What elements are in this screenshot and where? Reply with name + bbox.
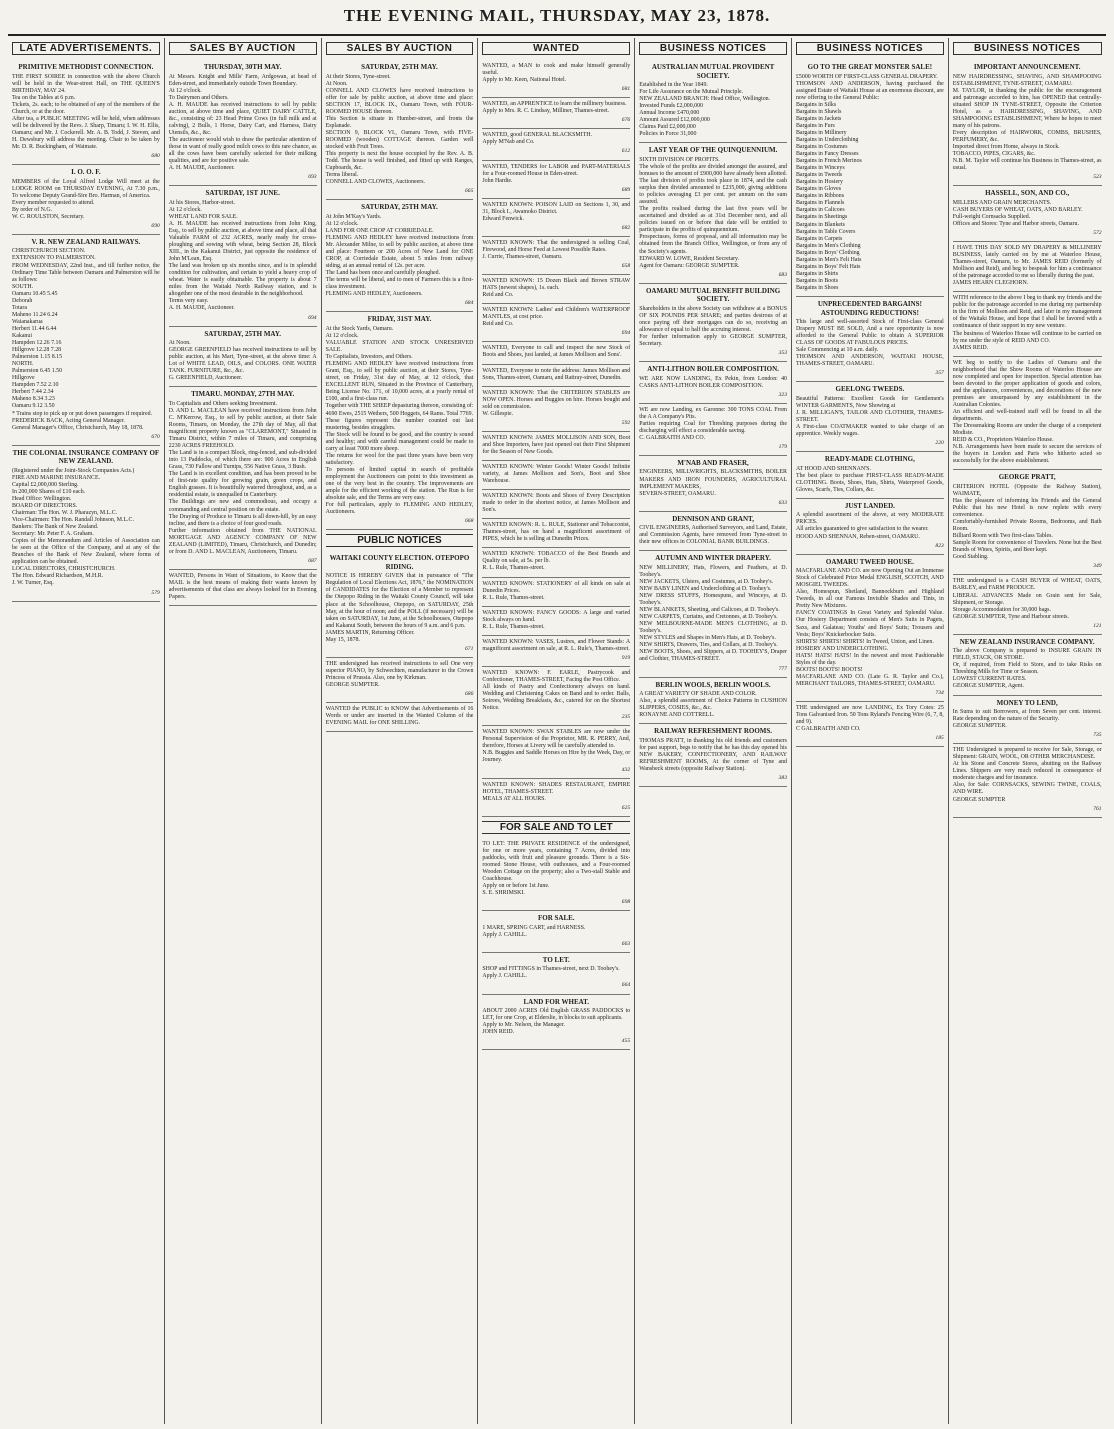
column-heading: BUSINESS NOTICES <box>796 42 944 55</box>
advertisement <box>169 387 317 570</box>
advertisement <box>639 60 787 143</box>
ad-body: WANTED, Everyone to note the address: James Mollison and Sons, Thames-street, Oamaru, and Rattray-street, Dunedin. <box>482 367 631 381</box>
ad-body: 1 MARE, SPRING CART, and HARNESS. Apply J. CAHILL. <box>482 924 586 938</box>
ad-body: (Registered under the Joint-Stock Companies Acts.) FIRE AND MARINE INSURANCE. Capital £2,000,000 Sterling. In 200,000 Shares of £10 each. Head Office: Wellington. BOARD OF DIRECTORS. Chairman: The Hon. W. J. Pharazyn, M.L.C. Vice-Chairmen: The Hon. Randall Johnson, M.L.C. Bankers: The Bank of New Zealand. Secretary: Mr. Peter F. A. Graham. Copies of the Memorandum and Articles of Association can be seen at the Office of the Company, and at any of the Branches of the Bank of New Zealand, where forms of application can be obtained. LOCAL DIRECTORS, CHRISTCHURCH. The Hon. Edward Richardson, M.H.R. J. W. Turner, Esq. <box>12 467 160 587</box>
ad-body: MACFARLANE AND CO. are now Opening Out an Immense Stock of Celebrated Prize Medal ENGLISH, SCOTCH, AND MOSGIEL TWEEDS. Also, Homespun, Shetland, Bannockburn and Highland Tweeds, in all our Famous Invisible Shades and Tints, in Pretty New Mixtures. FANCY COATINGS In Great Variety and Splendid Value. Our Hosiery Department consists of Men's Suits in Pagets, Saxs, and Galateas; Youths' and Boys' Suits; Trousers and Vests; Boys' Knickerbocker Suits. SHIRTS! SHIRTS! SHIRTS! In Tweed, Union, and Linen. HOSIERY AND UNDERCLOTHING. HATS! HATS! HATS! In the newest and most Fashionable Styles of the day. BOOTS! BOOTS! BOOTS! MACFARLANE AND CO. (Late G. R. Taylor and Co.), MERCHANT TAILORS, THAMES-STREET, OAMARU. <box>795 568 944 687</box>
ad-title: SATURDAY, 1ST JUNE. <box>205 189 280 198</box>
advertisement <box>482 129 630 160</box>
advertisement <box>796 555 944 702</box>
ad-body: A splendid assortment of the above, at very MODERATE PRICES. All articles guaranteed to give satisfaction to the wearer. HOOD AND SHENNAN, Reben-street, OAMARU. <box>795 512 944 540</box>
ad-number: 683 <box>778 271 787 278</box>
ad-body: THE undersigned is a CASH BUYER of WHEAT, OATS, BARLEY, and FARM PRODUCE. LIBERAL ADVANCES Made on Grain sent for Sale, Shipment, or Storage. Storage Accommodation for 30,000 bags. GEORGE SUMPTER, Tyne and Harbour streets. <box>952 578 1102 620</box>
advertisement <box>953 60 1102 186</box>
advertisement <box>639 456 787 512</box>
ad-body: THE undersigned has received instructions to sell One very superior PIANO, by Schwechten, manufacturer to the Crown Princess of Prussia. Also, one by Kirkman. GEORGE SUMPTER. <box>325 660 474 688</box>
advertisement <box>639 404 787 456</box>
ad-body: At his Stores, Harbor-street. At 12 o'clock. WHEAT LAND FOR SALE. A. H. MAUDE has received instructions from John King, Esq., to sell by public auction, at above time and place, all that Valuable FARM of 232 ACRES, nearly ready for cross-ploughing and sowing with wheat, being Section 28, Block XIII., in the Kakanui District, just opposite the residence of John M'Lean, Esq. The land was broken up six months since, and is in splendid condition for cultivation, and certain to yield a heavy crop of wheat. Water is easily obtainable. The property is about 7 miles from the Waitaki North Railway station, and is altogether one of the most desirable in the neighborhood. Terms very easy. A. H. MAUDE, Auctioneer. <box>168 199 317 312</box>
ad-number: 698 <box>621 899 631 906</box>
ad-title: DENNISON AND GRANT, <box>672 514 754 523</box>
section-heading: FOR SALE AND TO LET <box>482 821 630 834</box>
advertisement <box>326 60 474 200</box>
ad-body: CRITERION HOTEL (Opposite the Railway Station), WAIMATE, Has the pleasure of informing his Friends and the General Public that his new Hotel is now replete with every convenience. Comfortably-furnished Private Rooms, Bedrooms, and Bath Room. Billiard Room with Two first-class Tables. Sample Room for convenience of Travelers. None but the Best Brands of Wines, Spirits, and Beer kept. Good Stabling. <box>952 483 1102 561</box>
ad-number: 612 <box>621 148 631 155</box>
advertisement <box>639 143 787 283</box>
advertisement <box>482 838 630 911</box>
ad-body: WANTED, an APPRENTICE to learn the millinery business. Apply to Mrs. R. C. Lindsay, Milliner, Thames-street. <box>482 101 627 115</box>
advertisement <box>482 275 630 304</box>
ad-title: WAITAKI COUNTY ELECTION. OTEPOPO RIDING. <box>329 554 470 571</box>
ad-number: 664 <box>621 982 631 989</box>
ad-number: 682 <box>621 224 631 231</box>
advertisement <box>953 575 1102 634</box>
ad-title: LAND FOR WHEAT. <box>523 997 590 1006</box>
ad-body: In Sums to suit Borrowers, at from Seven per cent. interest. Rate depending on the nature of the Security. GEORGE SUMPTER. <box>952 709 1102 730</box>
advertisement <box>326 703 474 732</box>
ad-number: 455 <box>621 1038 631 1045</box>
advertisement <box>482 548 630 577</box>
advertisement <box>953 635 1102 696</box>
ad-title: PRIMITIVE METHODIST CONNECTION. <box>18 63 154 72</box>
ad-body: THE undersigned are now LANDING, Ex Tory Cotes: 25 Tons Galvanised Iron. 50 Tons Ryland's Fencing Wire (6, 7, 8, and 9). C GALBRAITH AND CO. <box>795 704 944 733</box>
ad-body: At Messrs. Knight and Mills' Farm, Ardgowan, at head of Eden-street, and immediately outside Town Boundary. At 12 o'clock. To Dairymen and Others. A. H. MAUDE has received instructions to sell by public auction, at above time and place, QUIET DAIRY CATTLE, &c., consisting of: 23 Head Prime Cows (in full milk and at calving), 2 Bulls, 1 Horse, Dairy Cart, and Harness, Dairy Utensils, &c., &c. The auctioneer would wish to draw the particular attention of those in want of really good milch cows to this rare chance, as all the cows have been carefully selected for their milking qualities, and are for positive sale. A. H. MAUDE, Auctioneer. <box>168 73 317 172</box>
ad-number: 353 <box>778 350 787 356</box>
ad-body: MILLERS AND GRAIN MERCHANTS. CASH BUYERS OF WHEAT, OATS, AND BARLEY. Full-weight Cornsacks Supplied. Offices and Stores: Tyne and Harbor streets, Oamaru. <box>952 199 1083 227</box>
ad-number: 432 <box>621 766 631 773</box>
ad-number: 690 <box>151 222 160 229</box>
ad-title: THURSDAY, 30TH MAY. <box>203 63 282 72</box>
ad-body: WANTED KNOWN: F. EARLE, Pastrycook and Confectioner, THAMES-STREET, Facing the Post Office. All kinds of Pastry and Confectionery always on hand. Wedding and Christening Cakes on Band and to order. Balls, Soirees, Wedding Breakfasts, &c., catered for on the Shortest Notice. <box>482 669 631 712</box>
ad-body: WANTED KNOWN: JAMES MOLLISON AND SON, Boot and Shoe Importers, have just opened out their First Shipment for the Season of New Goods. <box>482 434 631 455</box>
ad-number: 185 <box>935 735 944 742</box>
ad-number: 681 <box>621 86 631 93</box>
masthead: THE EVENING MAIL, THURSDAY, MAY 23, 1878. <box>343 6 771 25</box>
ad-body: AT HOOD AND SHENNAN'S. The best place to purchase FIRST-CLASS READY-MADE CLOTHING. Boots, Shoes, Hats, Shirts, Waterproof Goods, Gloves, Scarfs, Ties, Collars, &c. <box>795 465 944 493</box>
advertisement <box>169 327 317 388</box>
advertisement <box>639 512 787 552</box>
ad-body: WANTED KNOWN: 15 Dozen Black and Brown STRAW HATS (newest shapes), 1s. each. Reid and Co. <box>482 278 631 299</box>
ad-body: NEW MILLINERY, Hats, Flowers, and Feathers, at D. Toohey's. NEW JACKETS, Ulsters, and Costumes, at D. Toohey's. NEW BABY LINEN and Underclothing at D. Toohey's. NEW DRESS STUFFS, Homespuns, and Winceys, at D. Toohey's. NEW BLANKETS, Sheeting, and Calicoes, at D. Toohey's. NEW CARPETS, Curtains, and Cretonnes, at D. Toohey's. NEW MELBOURNE-MADE MEN'S CLOTHING, at D. Toohey's. NEW STYLES and Shapes in Men's Hats, at D. Toohey's. NEW SHIRTS, Drawers, Ties, and Collars, at D. Toohey's. NEW BOOTS, Shoes, and Slippers, at D. TOOHEY'S, Draper and Clothier, THAMES-STREET. <box>639 564 787 663</box>
advertisement <box>796 297 944 382</box>
ad-number: 761 <box>1093 805 1102 812</box>
advertisement <box>796 499 944 555</box>
ad-number: 694 <box>308 314 317 321</box>
ad-body: NOTICE IS HEREBY GIVEN that in pursuance of "The Regulation of Local Elections Act, 1876," the NOMINATION of CANDIDATES for the Election of a Member to represent the Otepopo Riding in the Waitaki County Council, will take place at the Schoolhouse, Otepopo, on SATURDAY, 25th May, at the hour of noon; and the POLL (if necessary) will be taken on SATURDAY, 1st June, at the Schoolhouses, Otepopo and Kakanui South, between the hours of 9 a.m. and 6 p.m. JAMES MARTIN, Returning Officer. May 15, 1878. <box>325 573 474 643</box>
column-7 <box>949 38 1106 1424</box>
ad-number: 665 <box>465 188 474 195</box>
ad-body: ENGINEERS, MILLWRIGHTS, BLACKSMITHS, BOILER MAKERS AND IRON FOUNDERS, AGRICULTURAL IMPLEMENT MAKERS, SEVERN-STREET, OAMARU. <box>639 469 787 497</box>
ad-body: WANTED KNOWN: Boots and Shoes of Every Description made to order in the shortest notice, at James Mollison and Son's. <box>482 493 631 514</box>
ad-number: 625 <box>621 804 631 811</box>
ad-body: THE FIRST SOIREE in connection with the above Church will be held in the Wear-street Hall, on THE QUEEN'S BIRTHDAY, MAY 24. Tea on the Tables at 6 p.m. Tickets, 2s. each; to be obtained of any of the members of the Church, or at the door. After tea, a PUBLIC MEETING will be held, when addresses will be delivered by the Revs. J. Sharp, Timaru; I. W. H. Ellis, Oamaru; and Mr. J. Cockerell. Mr. A. B. Todd, J. Steven, and H. Dewsbury will address the meeting. Chair to be taken by Mr. D. R. Buckingham, of Waimate. <box>12 73 160 151</box>
advertisement <box>169 186 317 326</box>
ad-number: 689 <box>621 186 631 193</box>
advertisement <box>482 911 630 953</box>
ad-title: I. O. O. F. <box>71 168 101 177</box>
advertisement <box>796 382 944 452</box>
ad-body: MEMBERS of the Loyal Alfred Lodge Will meet at the LODGE ROOM on THURSDAY EVENING, At 7.30 p.m., To welcome Deputy Grand-Sire Bro. Harman, of America. Every member requested to attend. By order of N.G. W. C. ROULSTON, Secretary. <box>12 178 160 220</box>
ad-body: WANTED KNOWN: SWAN STABLES are now under the Personal Supervision of the Proprietor, MR. R. PERRY, And, therefore, Horses at Livery will be carefully attended to. N.B. Buggies and Saddle Horses on Hire by the Week, Day, or Journey. <box>482 729 631 764</box>
ad-body: WANTED, a MAN to cook and make himself generally useful. Apply to Mr. Keen, National Hotel. <box>482 63 631 84</box>
advertisement <box>953 292 1102 356</box>
ad-body: ABOUT 2000 ACRES Old English GRASS PADDOCKS to LET, for one Crop, at Elderslie, in blocks to suit applicants. Apply to Mr. Nelson, the Manager. JOHN REID. <box>482 1008 631 1036</box>
ad-body: WE are now Landing, ex Garonne: 300 TONS COAL From the A A Company's Pits. Parties requiring Coal for Threshing purposes during the discharging will effect a considerable saving. C. GALBRAITH AND CO. <box>639 406 787 441</box>
advertisement <box>482 607 630 636</box>
column-heading: LATE ADVERTISEMENTS. <box>12 42 160 55</box>
advertisement <box>326 658 474 703</box>
ad-title: TO LET. <box>542 955 570 964</box>
advertisement <box>953 696 1102 745</box>
ad-body: WANTED KNOWN: Winter Goods! Winter Goods! Infinite variety, at James Mollison and Son's, Boot and Shoe Warehouse. <box>482 463 631 485</box>
ad-title: JUST LANDED. <box>844 501 895 510</box>
ad-body: SHOP and FITTINGS in Thames-street, next D. Toohey's. Apply J. CAHILL. <box>482 966 620 980</box>
ad-number: 357 <box>935 370 944 377</box>
advertisement <box>639 724 787 787</box>
column-2 <box>165 38 322 1424</box>
column-3 <box>322 38 479 1424</box>
advertisement <box>796 60 944 297</box>
advertisement <box>482 98 630 129</box>
ad-body: THE Undersigned is prepared to receive for Sale, Storage, or Shipment: GRAIN, WOOL, OR OTHER MERCHANDISE. At his Stone and Concrete Stores, abutting on the Railway Lines. Shippers are very much reduced in consequence of moderate charges and for insurance. Also, for Sale: CORNSACKS, SEWING TWINE, COALS, AND WIRE. GEORGE SUMPTER <box>952 747 1102 803</box>
ad-number: 579 <box>151 589 160 596</box>
advertisement <box>482 779 630 817</box>
masthead-rule <box>8 34 1106 36</box>
ad-number: 919 <box>621 654 631 661</box>
ad-body: WE ARE NOW LANDING, Ex Pekin, from London: 40 CASKS ANTI-LITHON BOILER COMPOSITION. <box>639 375 787 389</box>
advertisement <box>482 519 630 548</box>
advertisement <box>169 60 317 186</box>
column-heading: BUSINESS NOTICES <box>953 42 1102 55</box>
ad-body: WANTED, Everyone to call and inspect the new Stock of Boots and Shoes, just landed, at James Mollison and Sons'. <box>482 345 631 359</box>
ad-title: READY-MADE CLOTHING, <box>824 455 915 464</box>
advertisement <box>639 362 787 404</box>
ad-number: 658 <box>621 263 631 270</box>
ad-body: WANTED KNOWN: STATIONERY of all kinds on sale at Dunedin Prices. R. L. Rule, Thames-street. <box>482 580 631 601</box>
ad-body: WANTED the PUBLIC to KNOW that Advertisements of 16 Words or under are inserted in the Wanted Column of the EVENING MAIL for ONE SHILLING. <box>325 706 474 727</box>
ad-title: LAST YEAR OF THE QUINQUENNIUM. <box>648 146 778 155</box>
advertisement <box>482 304 630 342</box>
advertisement <box>12 60 160 165</box>
ad-title: SATURDAY, 25TH MAY. <box>204 329 282 338</box>
ad-body: THOMAS PRATT, in thanking his old friends and customers for past support, begs to notify that he has this day opened his NEW BAKERY, CONFECTIONERY, AND RAILWAY REFRESHMENT ROOMS, At the corner of Tyne and Wansbeck streets (opposite Railway Station). <box>639 737 787 772</box>
advertisement <box>326 200 474 312</box>
ad-body: Beautiful Patterns: Excellent Goods for Gentlemen's WINTER GARMENTS, Now Showing at J. R. MILLIGAN'S, TAILOR AND CLOTHIER, THAMES-STREET. A First-class COATMAKER wanted to take charge of an apprentice. Weekly wages. <box>795 395 944 438</box>
column-4 <box>478 38 635 1424</box>
ad-number: 349 <box>1093 563 1102 570</box>
ad-body: TO LET: THE PRIVATE RESIDENCE of the undersigned, for one or more years, containing 7 Acres, divided into paddocks, with fruit and pleasure grounds. There is a Six-roomed Stone House, with outhouses, and a Four-roomed Wooden Cottage on the property; also a Two-stall Stable and Coachhouse. Apply on or before 1st June. S. E. SHRIMSKI. <box>482 840 631 897</box>
ad-title: RAILWAY REFRESHMENT ROOMS. <box>654 727 773 736</box>
ad-number: 686 <box>465 691 474 698</box>
advertisement <box>482 387 630 432</box>
advertisement <box>953 470 1102 575</box>
ad-body: WANTED KNOWN: SHADES RESTAURANT, EMPIRE HOTEL, THAMES-STREET. MEALS AT ALL HOURS. <box>482 781 631 802</box>
advertisement <box>482 365 630 387</box>
ad-body: WANTED KNOWN: TOBACCO of the Best Brands and Quality on sale, at 5s. per lb. R. L. Rule, Thames-street. <box>482 551 631 572</box>
ad-body: This large and well-assorted Stock of First-class General Drapery MUST BE SOLD, And a rare opportunity is now afforded to the General Public to obtain A SUPERIOR CLASS OF GOODS AT FABULOUS PRICES. Sale Commencing at 10 a.m. daily. THOMSON AND ANDERSON, WAITAKI HOUSE, THAMES-STREET, OAMARU. <box>795 319 944 368</box>
ad-title: AUTUMN AND WINTER DRAPERY. <box>655 554 771 563</box>
ad-number: 523 <box>1093 174 1102 181</box>
advertisement <box>12 165 160 235</box>
ad-body: At their Stores, Tyne-street. At Noon. CONNELL AND CLOWES have received instructions to offer for sale by public auction, at above time and place: SECTION 17, BLOCK IX., Oamaru Town, with FOUR-ROOMED HOUSE thereon. This Section is situate in Humber-street, and fronts the Esplanade. SECTION 9, BLOCK VI., Oamaru Town, with FIVE-ROOMED (wooden) COTTAGE thereon. Garden well stocked with Fruit Trees. This property is next the house occupied by the Rev. A. B. Todd. The house is well finished, and fitted up with Ranges, Cupboards, &c. Terms liberal. CONNELL AND CLOWES, Auctioneers. <box>325 73 474 186</box>
ad-body: Shareholders in the above Society can withdraw at a BONUS OF SIX POUNDS PER SHARE; and parties desirous of at once paying off their mortgages can do so, receiving an allowance of equal to half the accruing interest. For further information apply to GEORGE SUMPTER, Secretary. <box>639 305 787 347</box>
advertisement <box>482 490 630 519</box>
advertisement <box>639 551 787 677</box>
advertisement <box>482 237 630 275</box>
advertisement <box>482 199 630 237</box>
ad-body: CHRISTCHURCH SECTION. EXTENSION TO PALMERSTON. FROM WEDNESDAY, 22nd Inst., and till further notice, the Ordinary Time Table between Oamaru and Palmerston will be as follows: SOUTH. Oamaru 10.45 5.45 Deborah Totara Maheno 11.24 6.24 Waianakarua Herbert 11.44 6.44 Kakanui Hampden 12.26 7.16 Hillgrove 12.28 7.28 Palmerston 1.15 8.15 NORTH. Palmerston 6.45 1.50 Hillgrove Hampden 7.52 2.10 Herbert 7.44 2.34 Maheno 8.34 3.23 Oamaru 9.12 3.50 * Trains stop to pick up or put down passengers if required. FREDERICK BACK, Acting General Manager. General Manager's Office, Christchurch, May 18, 1878. <box>12 248 160 431</box>
ad-number: 777 <box>778 665 787 672</box>
ad-title: HASSELL, SON, AND CO., <box>985 189 1070 198</box>
ad-title: THE COLONIAL INSURANCE COMPANY OF NEW ZEALAND. <box>12 448 160 466</box>
ad-body: At John M'Kay's Yards. At 12 o'clock. LAND FOR ONE CROP AT CORRIEDALE. FLEMING AND HEDLEY have received instructions from Mr. Alexander Milne, to sell by public auction, at above time and place: Fourteen or 200 Acres of New Land for ONE CROP, at Corriedale Estate, about 5 miles from railway siding, at an annual rental of 12s. per acre. The Land has been once and carefully ploughed. The terms will be liberal, and to men of Farmers this is a first-class investment. FLEMING AND HEDLEY, Auctioneers. <box>325 213 474 298</box>
ad-title: NEW ZEALAND INSURANCE COMPANY. <box>959 637 1095 646</box>
ad-body: £5000 WORTH OF FIRST-CLASS GENERAL DRAPERY. THOMSON AND ANDERSON, having purchased the assigned Estate of Waitaki House at an enormous discount, are now offering to the General Public: Bargains in Silks Bargains in Shawls Bargains in Jackets Bargains in Furs Bargains in Millinery Bargains in Underclothing Bargains in Costumes Bargains in Fancy Dresses Bargains in French Merinos Bargains in Winceys Bargains in Tweeds Bargains in Hosiery Bargains in Gloves Bargains in Ribbons Bargains in Flannels Bargains in Calicoes Bargains in Sheetings Bargains in Blankets Bargains in Table Covers Bargains in Carpets Bargains in Men's Clothing Bargains in Boys' Clothing Bargains in Men's Felt Hats Bargains in Boys' Felt Hats Bargains in Shirts Bargains in Boots Bargains in Shoes <box>795 73 944 291</box>
advertisement <box>639 678 787 725</box>
ad-number: 694 <box>621 330 631 337</box>
ad-body: WANTED KNOWN: FANCY GOODS: A large and varied Stock always on hand. R. L. Rule, Thames-street. <box>482 609 631 630</box>
ad-body: WE beg to notify to the Ladies of Oamaru and the neighborhood that the Show Rooms of Waterloo House are now completed and open for inspection. Special attention has been devoted to the proper application of goods and colors, and the appliances, conveniences, and decorations of the new premises are unsurpassed by any establishment in the Australian Colonies. An efficient and well-trained staff will be found in all the departments. The Dressmaking Rooms are under the charge of a competent Modiste. REID & CO., Proprietors Waterloo House. N.B. Arrangements have been made to secure the services of the buyers in London and Paris who hitherto acted so successfully for the above establishment. <box>952 359 1102 465</box>
columns-container <box>8 38 1106 1424</box>
column-1 <box>8 38 165 1424</box>
ad-number: 676 <box>621 117 631 124</box>
ad-number: 633 <box>778 499 787 506</box>
column-heading: WANTED <box>482 42 630 55</box>
ad-body: Established in the Year 1849. For Life Assurance on the Mutual Principle. NEW ZEALAND BRANCH: Head Office, Wellington. Invested Funds £2,000,000 Annual Income £470,000 Amount Assured £12,000,000 Claims Paid £2,000,000 Policies in Force 31,000 <box>639 82 771 138</box>
advertisement <box>482 636 630 667</box>
ad-body: A GREAT VARIETY OF SHADE AND COLOR. Also, a splendid assortment of Choice Patterns in CUSHION SLIPPERS, COSIES, &c., &c. RONAYNE AND COTTRELL. <box>639 691 787 719</box>
ad-number: 671 <box>465 645 474 652</box>
ad-number: 663 <box>621 940 631 947</box>
ad-body: WITH reference to the above I beg to thank my friends and the public for the patronage accorded to me during my partnership in the firm of Mollison and Reid, and later in my management of the Waitaki House, and hope that I shall be favored with a continuance of their support in my new venture. The business of Waterloo House will continue to be carried on by me under the style of REID AND CO. JAMES REID. <box>952 295 1102 351</box>
advertisement <box>796 452 944 499</box>
ad-title: AUSTRALIAN MUTUAL PROVIDENT SOCIETY. <box>651 63 775 80</box>
ad-body: NEW HAIRDRESSING, SHAVING, AND SHAMPOOING ESTABLISHMENT, TYNE-STREET, OAMARU. M. TAYLOR, in thanking the public for the encouragement and patronage accorded to him, has OPENED that centrally-situated SHOP IN TYNE-STREET, Opposite the Criterion Hotel, as a HAIRDRESSING, SHAVING, AND SHAMPOOING ESTABLISHMENT, Where he hopes to meet many of his patrons. Every description of HAIRWORK, COMBS, BRUSHES, PERFUMERY, &c. Imported direct from Home, always in Stock. TOBACCO, PIPES, CIGARS, &c. N.B. M. Taylor will continue his Business in Thames-street, as usual. <box>952 73 1102 172</box>
ad-number: 220 <box>935 440 944 447</box>
column-6 <box>792 38 949 1424</box>
ad-body: I HAVE THIS DAY SOLD MY DRAPERY & MILLINERY BUSINESS, lately carried on by me at Waterloo House, Thames-street, Oamaru, to Mr. JAMES REID (formerly of Mollison and Reid), and beg to bespeak for him a continuance of the patronage accorded to me so liberally during the past. JAMES HEARN CLEGHORN. <box>952 244 1102 287</box>
ad-body: WANTED KNOWN: That the undersigned is selling Coal, Firewood, and Horse Feed at Lowest Possible Rates. J. Currie, Thames-street, Oamaru. <box>482 239 631 260</box>
ad-body: To Capitalists and Others seeking Investment. D. AND L. MACLEAN have received instructions from John C. M'Kerrow, Esq., to sell by public auction, at their Sale Rooms, Timaru, on Monday, the 27th day of May, all that magnificent property known as "CLAREMONT," Situated in Timaru District, within 7 miles of Timaru, and comprising 2230 ACRES FREEHOLD. The Land is in a compact Block, ring-fenced, and sub-divided into 13 Paddocks, of which there are: 900 Acres in English Grass, 730 Fallow and Turnips, 556 Native Grass, 3 Bush. The Land is in excellent condition, and has been proved to be of first-rate quality for growing grain, green crops, and English grasses. It is beautifully watered throughout, and, as a residential estate, is unequalled in Canterbury. The Buildings are new and commodious, and occupy a commanding and central position on the estate. The Draying of Produce to Timaru is all down-hill, by an easy incline, and there is a choice of four good roads. Further information obtained from THE NATIONAL MORTGAGE AND AGENCY COMPANY OF NEW ZEALAND (LIMITED), Timaru, Christchurch, and Dunedin; or from D. AND L. MACLEAN, Auctioneers, Timaru. <box>168 400 317 555</box>
ad-body: WANTED KNOWN: VASES, Lustres, and Flower Stands: A magnificent assortment on sale, at R. L. Rule's, Thames-street. <box>482 638 631 652</box>
advertisement <box>482 161 630 199</box>
ad-body: WANTED KNOWN: Ladies' and Children's WATERPROOF MANTLES, at cost price. Reid and Co. <box>482 307 631 328</box>
advertisement <box>953 744 1102 817</box>
advertisement <box>12 235 160 446</box>
ad-number: 179 <box>778 443 787 450</box>
advertisement <box>953 186 1102 242</box>
ad-title: M'NAB AND FRASER, <box>677 458 749 467</box>
ad-body: SIXTH DIVISION OF PROFITS. The whole of the profits are divided amongst the assured, and bonuses to the amount of £900,000 have already been allotted. The last division of profits took place in 1874, and the cash surplus then divided amounted to £235,000, giving additions to policies averaging £3 per cent. per annum on the sum assured. The profits realised during the last five years will be ascertained and divided as at 31st December next, and all policies issued on or before that date will be entitled to participate in the profits of quinquennium. Prospectuses, forms of proposal, and all information may be obtained from the Branch Office, Wellington, or from any of the Society's agents. EDWARD W. LOWE, Resident Secretary. Agent for Oamaru: GEORGE SUMPTER. <box>639 156 787 269</box>
advertisement <box>482 578 630 607</box>
ad-number: 693 <box>308 174 317 181</box>
column-heading: BUSINESS NOTICES <box>639 42 787 55</box>
ad-title: ANTI-LITHON BOILER COMPOSITION. <box>647 365 779 374</box>
advertisement <box>482 432 630 461</box>
column-5 <box>635 38 792 1424</box>
ad-number: 684 <box>465 300 474 307</box>
ad-number: 572 <box>1093 229 1102 236</box>
section-heading: PUBLIC NOTICES <box>326 534 474 547</box>
ad-number: 680 <box>151 153 160 160</box>
ad-number: 235 <box>621 714 631 721</box>
ad-body: WANTED KNOWN: That the CRITERION STABLES are NOW OPEN. Horses and Buggies on hire. Horses bought and sold on commission. W. Gillespie. <box>482 389 631 417</box>
advertisement <box>12 446 160 602</box>
ad-title: OAMARU TWEED HOUSE. <box>825 557 914 566</box>
ad-number: 668 <box>465 518 474 525</box>
ad-body: At the Stock Yards, Oamaru. At 12 o'clock. VALUABLE STATION AND STOCK UNRESERVED SALE. To Capitalists, Investors, and Others. FLEMING AND HEDLEY have received instructions from Grant, Esq., to sell by public auction, at their Stores, Tyne-street, on Friday, 31st day of May, at 12 o'clock, that EXCELLENT RUN, Situated in the Province of Canterbury, Being License No. 171, of 10,000 acres, at a yearly rental of £100, and a first-class run. Together with THE SHEEP depasturing thereon, consisting of: 4690 Ewes, 2515 Wethers, 500 Hoggets, 64 Rams. Total 7769. These figures represent the number counted out last mustering, besides stragglers. The Stock will be found to be good, and the country is sound and healthy; and with careful management could be made to carry at least 7000 more sheep. The returns for wool for the past three years have been very satisfactory. To persons of limited capital in search of profitable employment the Auctioneers can point to this investment as one of the very best in the country. The improvements are ample for the efficient working of the station. The Run is for absolute sale, and the Terms are very easy. For full particulars, apply to FLEMING AND HEDLEY, Auctioneers. <box>325 325 474 516</box>
ad-body: The above Company is prepared to INSURE GRAIN IN FIELD, STACK, OR STORE. Or, if required, from Field to Store, and to take Risks on Threshing Mills for Time or Season. LOWEST CURRENT RATES. GEORGE SUMPTER, Agent. <box>952 648 1102 690</box>
ad-title: GO TO THE GREAT MONSTER SALE! <box>807 63 933 72</box>
ad-title: V. R. NEW ZEALAND RAILWAYS. <box>31 237 141 246</box>
ad-title: TIMARU. MONDAY, 27TH MAY. <box>191 390 295 399</box>
advertisement <box>482 953 630 995</box>
advertisement <box>482 60 630 98</box>
ad-title: OAMARU MUTUAL BENEFIT BUILDING SOCIETY. <box>645 286 781 304</box>
advertisement <box>953 242 1102 292</box>
ad-title: IMPORTANT ANNOUNCEMENT. <box>973 63 1081 72</box>
column-heading: SALES BY AUCTION <box>326 42 474 55</box>
advertisement <box>482 726 630 778</box>
ad-number: 670 <box>151 433 160 440</box>
ad-body: WANTED KNOWN: POISON LAID on Sections 1, 30, and 31, Block I., Awamoko District. Edward Fenwick. <box>482 201 631 222</box>
ad-body: WANTED, Persons in Want of Situations, to Know that the MAIL is the best means of making their wants known by advertisements of that class are always looked for in Evening Papers. <box>168 572 317 601</box>
ad-body: WANTED KNOWN: R. L. RULE, Stationer and Tobacconist, Thames-street, has on hand a magnificent assortment of PIPES, which he is selling at Dunedin Prices. <box>482 522 631 543</box>
ad-title: SATURDAY, 25TH MAY. <box>361 203 438 212</box>
advertisement <box>639 284 787 362</box>
ad-body: WANTED, good GENERAL BLACKSMITH. Apply M'Nab and Co. <box>482 132 592 146</box>
ad-number: 823 <box>935 542 944 549</box>
ad-body: At Noon. GEORGE GREENFIELD has received instructions to sell by public auction, at his Mart, Tyne-street, at the above time: A Lot of WHITE LEAD, OILS, and COLORS. ONE WATER TANK. FURNITURE, &c., &c. G. GREENFIELD, Auctioneer. <box>168 340 317 382</box>
advertisement <box>482 461 630 490</box>
ad-body: WANTED, TENDERS for LABOR and PART-MATERIALS for a Four-roomed House in Eden-street. John Hardie. <box>482 163 631 184</box>
advertisement <box>326 312 474 530</box>
ad-title: FOR SALE. <box>538 914 575 923</box>
ad-title: UNPRECEDENTED BARGAINS! ASTOUNDING REDUCTIONS! <box>817 300 922 317</box>
ad-number: 687 <box>308 557 317 564</box>
ad-number: 734 <box>935 689 944 696</box>
advertisement <box>953 357 1102 471</box>
ad-number: 323 <box>778 391 787 398</box>
ad-title: MONEY TO LEND, <box>996 698 1058 707</box>
advertisement <box>482 995 630 1051</box>
ad-title: GEORGE PRATT, <box>998 473 1056 482</box>
ad-title: FRIDAY, 31ST MAY. <box>367 315 432 324</box>
ad-number: 735 <box>1093 732 1102 739</box>
ad-title: GEELONG TWEEDS. <box>835 385 905 394</box>
advertisement <box>169 570 317 606</box>
advertisement <box>482 342 630 364</box>
ad-title: BERLIN WOOLS, BERLIN WOOLS. <box>655 680 771 689</box>
ad-number: 121 <box>1093 622 1102 629</box>
ad-number: 592 <box>621 419 631 426</box>
column-heading: SALES BY AUCTION <box>169 42 317 55</box>
ad-number: 383 <box>778 774 787 781</box>
ad-title: SATURDAY, 25TH MAY. <box>361 63 438 72</box>
advertisement <box>482 667 630 726</box>
ad-body: CIVIL ENGINEERS, Authorised Surveyors, and Land, Estate, and Commission Agents, have removed from Tyne-street to their new offices in COLONIAL BANK BUILDINGS. <box>639 525 787 546</box>
advertisement <box>796 702 944 747</box>
advertisement <box>326 551 474 658</box>
